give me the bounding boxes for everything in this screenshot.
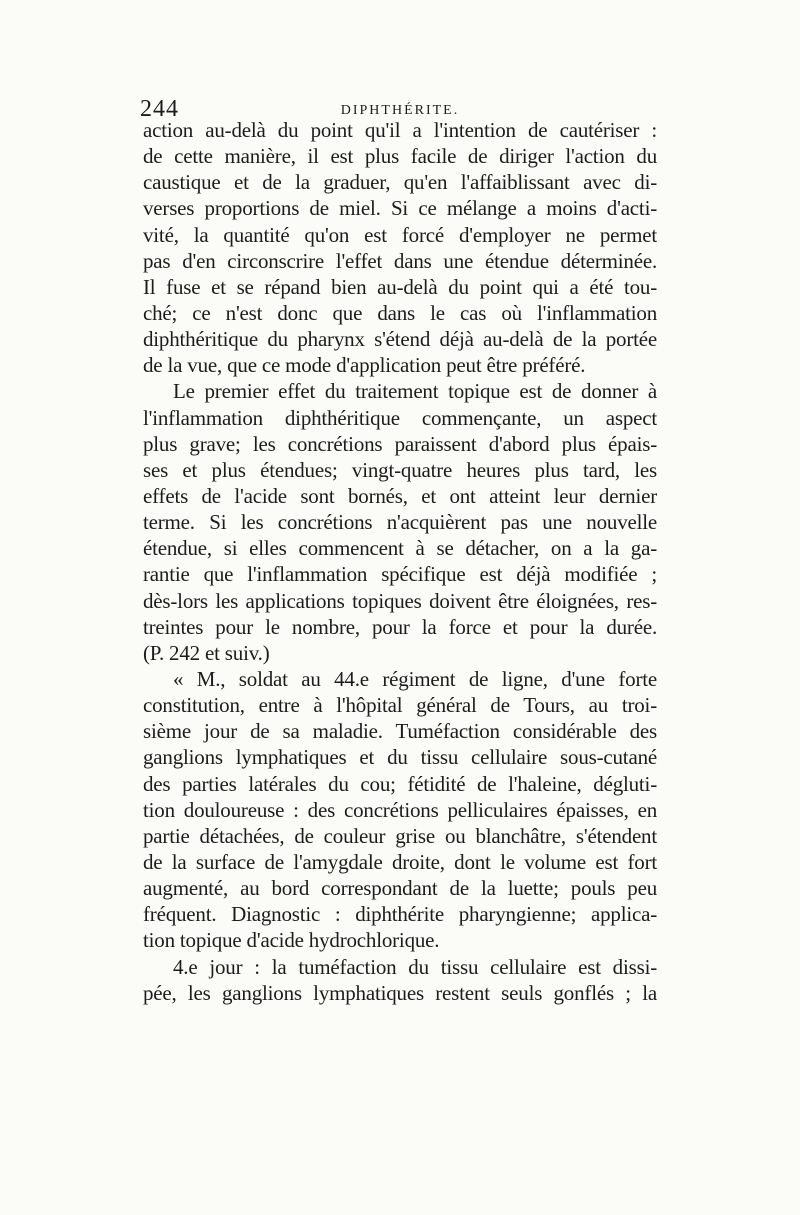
text-line: plus grave; les concrétions paraissent d'abord plus épais-: [143, 431, 657, 456]
text-line: fréquent. Diagnostic : diphthérite pharyngienne; applica-: [143, 902, 657, 927]
text-line: vité, la quantité qu'on est forcé d'employer ne permet: [143, 222, 657, 247]
text-line: 4.e jour : la tuméfaction du tissu cellulaire est dissi-: [173, 954, 657, 979]
text-line: caustique et de la graduer, qu'en l'affaiblissant avec di-: [143, 170, 657, 195]
text-line: ganglions lymphatiques et du tissu cellulaire sous-cutané: [143, 745, 657, 770]
text-line: effets de l'acide sont bornés, et ont atteint leur dernier: [143, 483, 657, 508]
text-line: diphthéritique du pharynx s'étend déjà au-delà de la portée: [143, 327, 657, 352]
text-line: constitution, entre à l'hôpital général de Tours, au troi-: [143, 693, 657, 718]
text-line: pée, les ganglions lymphatiques restent seuls gonflés ; la: [143, 980, 657, 1005]
text-line: ché; ce n'est donc que dans le cas où l'inflammation: [143, 300, 657, 325]
text-line: ses et plus étendues; vingt-quatre heures plus tard, les: [143, 457, 657, 482]
text-line: dès-lors les applications topiques doivent être éloignées, res-: [143, 588, 657, 613]
text-line: pas d'en circonscrire l'effet dans une étendue déterminée.: [143, 248, 657, 273]
text-line: (P. 242 et suiv.): [143, 640, 270, 665]
text-line: rantie que l'inflammation spécifique est déjà modifiée ;: [143, 562, 657, 587]
text-line: terme. Si les concrétions n'acquièrent pas une nouvelle: [143, 510, 657, 535]
text-line: verses proportions de miel. Si ce mélange a moins d'acti-: [143, 196, 657, 221]
running-head: DIPHTHÉRITE.: [340, 103, 460, 118]
text-line: tion douloureuse : des concrétions pelliculaires épaisses, en: [143, 797, 657, 822]
text-line: tion topique d'acide hydrochlorique.: [143, 928, 440, 953]
text-line: l'inflammation diphthéritique commençante, un aspect: [143, 405, 657, 430]
text-line: augmenté, au bord correspondant de la luette; pouls peu: [143, 876, 657, 901]
text-line: treintes pour le nombre, pour la force et pour la durée.: [143, 614, 657, 639]
text-line: action au-delà du point qu'il a l'intention de cautériser :: [143, 118, 657, 142]
text-line: de la surface de l'amygdale droite, dont le volume est fort: [143, 849, 657, 874]
text-line: étendue, si elles commencent à se détacher, on a la ga-: [143, 536, 657, 561]
text-line: des parties latérales du cou; fétidité de l'haleine, dégluti-: [143, 771, 657, 796]
text-line: Le premier effet du traitement topique est de donner à: [173, 379, 657, 404]
text-line: partie détachées, de couleur grise ou blanchâtre, s'étendent: [143, 823, 657, 848]
page-number: 244: [140, 96, 179, 122]
text-line: de la vue, que ce mode d'application peut être préféré.: [143, 353, 586, 378]
text-line: Il fuse et se répand bien au-delà du point qui a été tou-: [143, 274, 657, 299]
text-line: « M., soldat au 44.e régiment de ligne, d'une forte: [173, 666, 657, 691]
text-line: sième jour de sa maladie. Tuméfaction considérable des: [143, 719, 657, 744]
text-line: de cette manière, il est plus facile de diriger l'action du: [143, 144, 657, 169]
body-text: [143, 117, 657, 1006]
